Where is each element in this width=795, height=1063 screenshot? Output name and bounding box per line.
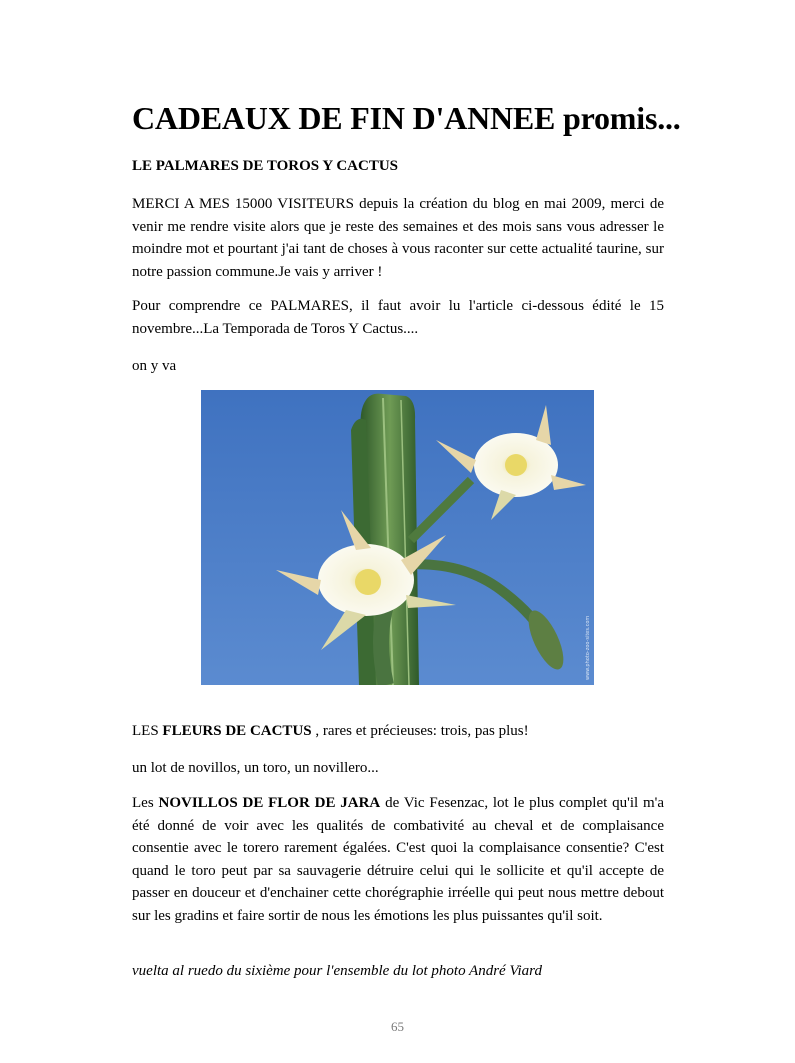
page-title: CADEAUX DE FIN D'ANNEE promis...	[132, 100, 681, 136]
paragraph-novillos	[132, 792, 664, 927]
novillos-prefix: Les	[132, 795, 159, 811]
paragraph-lot: un lot de novillos, un toro, un novillero...	[132, 760, 379, 776]
paragraph-on-y-va: on y va	[132, 358, 177, 374]
paragraph-thanks: MERCI A MES 15000 VISITEURS depuis la création du blog en mai 2009, merci de venir me rendre visite alors que je reste des semaines et des mois sans vous adresser le moindre mot et pourtant j'ai tant de choses à vous raconter sur cette actualité taurine, sur notre passion commune.Je vais y arriver !	[132, 196, 664, 280]
paragraph-fleurs	[132, 720, 664, 743]
novillos-suffix: de Vic Fesenzac, lot le plus complet qu'il m'a été donné de voir avec les qualités de combativité au cheval et de complaisance consentie avec le torero rarement égalées. C'est quoi la complaisance consentie? C'est quand le toro peut par sa sauvagerie détruire celui qui le sollicite et qu'il accepte de passer en douceur et d'enchainer cette chorégraphie irréelle qui peut nous mettre debout sur les gradins et faire sortir de nous les émotions les plus puissantes qu'il soit.	[132, 795, 664, 924]
novillos-bold: NOVILLOS DE FLOR DE JARA	[158, 795, 381, 811]
fleurs-suffix: , rares et précieuses: trois, pas plus!	[311, 723, 529, 739]
photo-watermark: www.photo-zoo-sites.com	[585, 615, 591, 680]
fleurs-bold: FLEURS DE CACTUS	[162, 723, 312, 739]
section-subtitle: LE PALMARES DE TOROS Y CACTUS	[132, 158, 399, 174]
cactus-flower-photo	[201, 390, 594, 685]
photo-caption: vuelta al ruedo du sixième pour l'ensemble du lot photo André Viard	[132, 963, 542, 979]
paragraph-palmares: Pour comprendre ce PALMARES, il faut avoir lu l'article ci-dessous édité le 15 novembre...La Temporada de Toros Y Cactus....	[132, 298, 664, 337]
page-number: 65	[391, 1019, 404, 1034]
fleurs-prefix: LES	[132, 723, 163, 739]
